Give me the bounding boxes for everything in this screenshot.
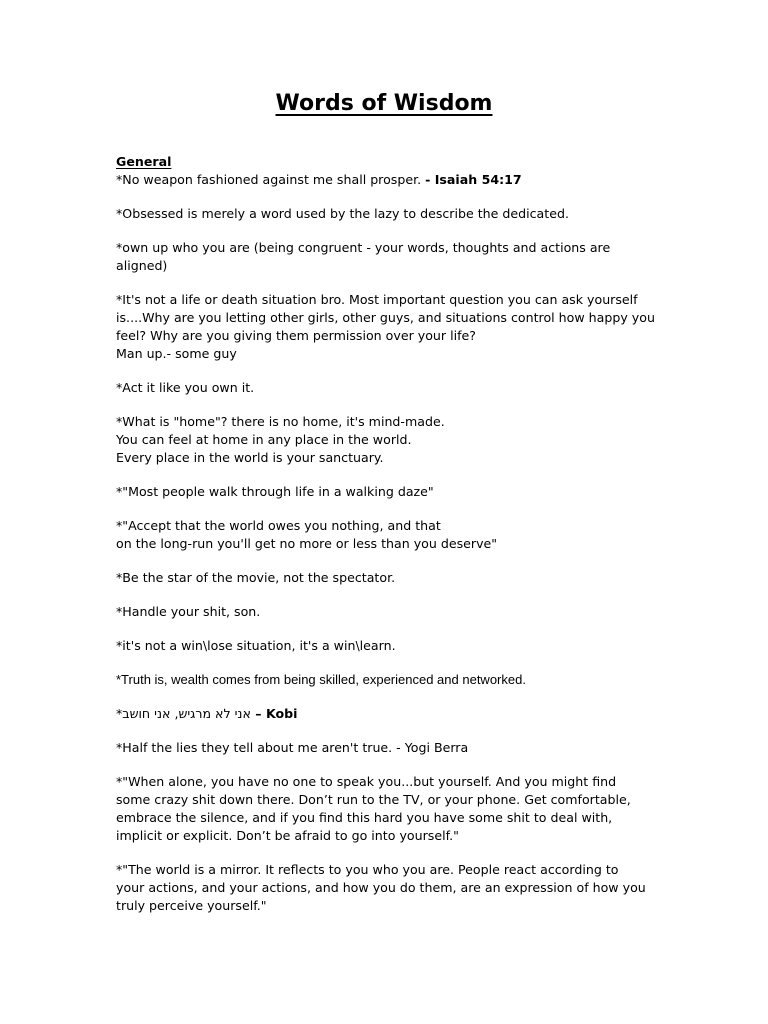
quote-world-owes [116, 517, 676, 553]
quote-line: Every place in the world is your sanctuary. [116, 450, 384, 465]
quote-attribution: - Isaiah 54:17 [425, 172, 522, 187]
quote-obsessed [116, 205, 676, 223]
quote-line: *What is "home"? there is no home, it's mind-made. [116, 414, 445, 429]
document-title: Words of Wisdom [275, 91, 493, 116]
quote-when-alone [116, 773, 676, 845]
quote-line: You can feel at home in any place in the world. [116, 432, 412, 447]
quote-line: *it's not a win\lose situation, it's a win\learn. [116, 638, 396, 653]
quote-text: *No weapon fashioned against me shall prosper. [116, 172, 426, 187]
quote-line: some crazy shit down there. Don’t run to the TV, or your phone. Get comfortable, [116, 792, 631, 807]
quote-handle [116, 603, 676, 621]
document-body [116, 153, 676, 931]
quote-line: Man up.- some guy [116, 346, 237, 361]
quote-isaiah [116, 171, 676, 189]
quote-line: feel? Why are you giving them permission over your life? [116, 328, 476, 343]
quote-win-learn [116, 637, 676, 655]
quote-line: *Handle your shit, son. [116, 604, 261, 619]
quote-line: *Act it like you own it. [116, 380, 255, 395]
quote-home [116, 413, 676, 467]
quote-wealth [116, 671, 676, 689]
quote-line: is....Why are you letting other girls, other guys, and situations control how happy you [116, 310, 655, 325]
quote-line: *Be the star of the movie, not the spectator. [116, 570, 396, 585]
quote-line: on the long-run you'll get no more or less than you deserve" [116, 536, 498, 551]
quote-star-of-movie [116, 569, 676, 587]
quote-line: *"The world is a mirror. It reflects to you who you are. People react according to [116, 862, 619, 877]
quote-hebrew: אני לא מרגיש, אני חושב [122, 706, 251, 721]
quote-kobi [116, 705, 676, 723]
quote-line: truly perceive yourself." [116, 898, 267, 913]
quote-walking-daze [116, 483, 676, 501]
quote-prefix: * [116, 706, 123, 721]
quote-line: *Half the lies they tell about me aren't true. - Yogi Berra [116, 740, 469, 755]
quote-line: *"Accept that the world owes you nothing, and that [116, 518, 441, 533]
quote-act-it [116, 379, 676, 397]
quote-life-or-death [116, 291, 676, 363]
quote-line: *"Most people walk through life in a walking daze" [116, 484, 434, 499]
quote-line: implicit or explicit. Don’t be afraid to go into yourself." [116, 828, 459, 843]
quote-line: *Obsessed is merely a word used by the lazy to describe the dedicated. [116, 206, 569, 221]
quote-line: embrace the silence, and if you find this hard you have some shit to deal with, [116, 810, 613, 825]
section-heading: General [116, 154, 172, 169]
quote-line: *"When alone, you have no one to speak you...but yourself. And you might find [116, 774, 617, 789]
quote-line: aligned) [116, 258, 168, 273]
quote-line: *Truth is, wealth comes from being skilled, experienced and networked. [116, 672, 526, 687]
quote-world-mirror [116, 861, 676, 915]
quote-line: *own up who you are (being congruent - your words, thoughts and actions are [116, 240, 611, 255]
quote-yogi-berra [116, 739, 676, 757]
quote-line: your actions, and your actions, and how you do them, are an expression of how you [116, 880, 646, 895]
quote-line: *It's not a life or death situation bro. Most important question you can ask yourself [116, 292, 638, 307]
quote-congruent [116, 239, 676, 275]
quote-attribution: – Kobi [250, 706, 298, 721]
